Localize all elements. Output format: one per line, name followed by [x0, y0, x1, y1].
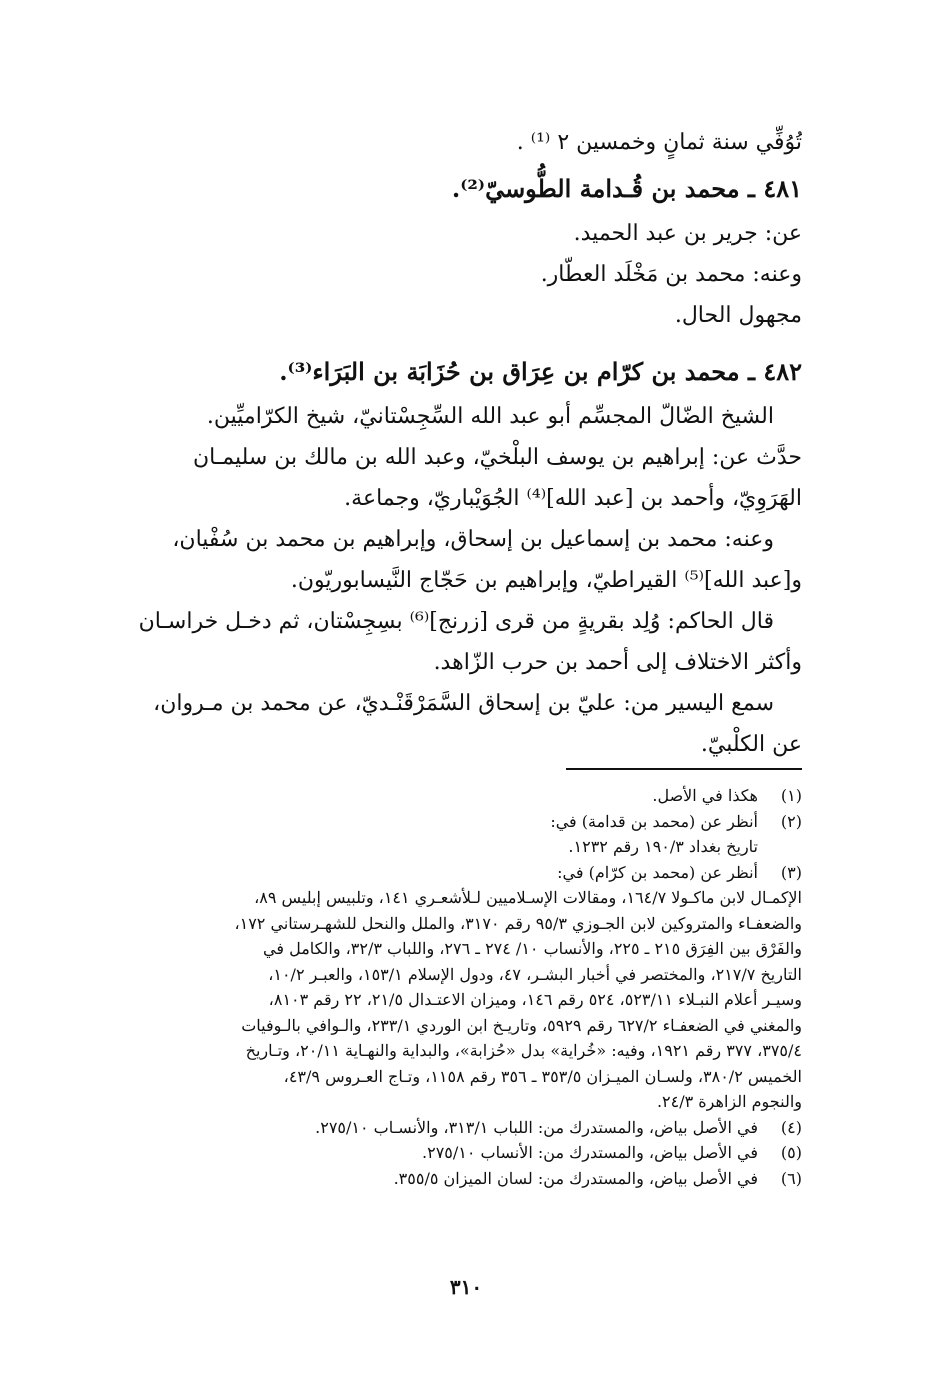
footnote-line: والفَرْق بين الفِرَق ٢١٥ ـ ٢٢٥، والأنساب ١٠/ ٢٧٤ ـ ٢٧٦، واللباب ٣٢/٣، والكامل في — [263, 939, 802, 958]
text-line: حدَّث عن: إبراهيم بن يوسف البلْخيّ، وعبد الله بن مالك بن سليمـان — [192, 445, 802, 470]
footnote-body — [112, 783, 758, 809]
footnote-body — [112, 809, 758, 860]
footnote — [112, 783, 802, 809]
footnote — [112, 809, 802, 860]
text-line: وعنه: محمد بن مَخْلَد العطّار. — [540, 262, 802, 287]
footnote-number: (١) — [780, 786, 802, 805]
footnote-body — [112, 1115, 758, 1141]
page-number: ٣١٠ — [449, 1275, 483, 1299]
footnote-line: في الأصل بياض، والمستدرك من: اللباب ٣١٣/١، والأنسـاب ٢٧٥/١٠. — [315, 1117, 758, 1137]
footnote — [112, 1166, 802, 1192]
footnote-line: والنجوم الزاهرة ٢٤/٣. — [656, 1092, 802, 1111]
footnote-number: (٤) — [780, 1117, 802, 1137]
text-line: و[عبد الله]⁽⁵⁾ القيراطيّ، وإبراهيم بن حَجّاج النَّيسابوريّون. — [290, 568, 802, 593]
footnote-body — [112, 1166, 758, 1192]
text-line: مجهول الحال. — [674, 303, 802, 328]
footnote-line: هكذا في الأصل. — [652, 786, 758, 805]
text-line: قال الحاكم: وُلِد بقريةٍ من قرى [زرنج]⁽⁶⁾ بسِجِسْتان، ثم دخـل خراسـان — [138, 609, 774, 634]
footnote-number: (٢) — [780, 811, 802, 831]
entry-482-title: ٤٨٢ ـ محمد بن كرّام بن عِرَاق بن حُزَابَة بن البَرَاء⁽³⁾. — [279, 357, 802, 386]
footnote-divider — [566, 768, 802, 770]
footnote — [112, 1115, 802, 1141]
text-line: سمع اليسير من: عليّ بن إسحاق السَّمَرْقَنْـديّ، عن محمد بن مـروان، — [153, 691, 774, 716]
footnote-body — [112, 860, 802, 1115]
footnote — [112, 1140, 802, 1166]
spacer — [122, 336, 802, 346]
text-line: وعنه: محمد بن إسماعيل بن إسحاق، وإبراهيم بن محمد بن سُفْيان، — [172, 527, 774, 552]
text-line: تُوُفِّي سنة ثمانٍ وخمسين ٢ ⁽¹⁾ . — [516, 130, 802, 155]
footnote — [112, 860, 802, 1115]
footnote-line: الإكمـال لابن ماكـولا ١٦٤/٧، ومقالات الإسـلاميين لـلأشعـري ١٤١، وتلبيس إبليس ٨٩، — [254, 888, 802, 907]
footnote-line: أنظر عن (محمد بن كرّام) في: — [557, 862, 758, 882]
text-line: الهَرَوِيّ، وأحمد بن [عبد الله]⁽⁴⁾ الجُوَيْباريّ، وجماعة. — [344, 486, 802, 511]
footnote-body — [112, 1140, 758, 1166]
footnote-line: الخميس ٣٨٠/٢، ولسـان الميـزان ٣٥٣/٥ ـ ٣٥٦ رقم ١١٥٨، وتـاج العـروس ٤٣/٩، — [283, 1066, 802, 1086]
footnote-line: تاريخ بغداد ١٩٠/٣ رقم ١٢٣٢. — [568, 837, 758, 856]
footnote-number: (٥) — [780, 1143, 802, 1162]
footnote-line: والضعفـاء والمتروكين لابن الجـوزي ٩٥/٣ رقم ٣١٧٠، والملل والنحل للشهـرستاني ١٧٢، — [234, 913, 802, 933]
text-line: وأكثر الاختلاف إلى أحمد بن حرب الزّاهد. — [433, 650, 802, 675]
footnote-line: في الأصل بياض، والمستدرك من: الأنساب ٢٧٥/١٠. — [422, 1143, 758, 1162]
text-line: عن: جرير بن عبد الحميد. — [573, 221, 802, 246]
text-line: الشيخ الضّالّ المجسِّم أبو عبد الله السِّجِسْتانيّ، شيخ الكرّاميِّين. — [206, 404, 774, 429]
footnote-number: (٣) — [780, 862, 802, 882]
footnote-line: وسيـر أعلام النبـلاء ٥٢٣/١١، ٥٢٤ رقم ١٤٦، وميزان الاعتـدال ٢١/٥، ٢٢ رقم ٨١٠٣، — [268, 990, 802, 1009]
footnote-line: أنظر عن (محمد بن قدامة) في: — [550, 811, 758, 831]
entry-481-title: ٤٨١ ـ محمد بن قُـدامة الطُّوسيّ⁽²⁾. — [451, 174, 802, 203]
footnote-line: والمغني في الضعفـاء ٦٢٧/٢ رقم ٥٩٢٩، وتاريـخ ابن الوردي ٢٣٣/١، والـوافي بالـوفيات — [241, 1015, 802, 1035]
footnote-number: (٦) — [780, 1168, 802, 1188]
footnote-line: ٣٧٥/٤، ٣٧٧ رقم ١٩٢١، وفيه: «خُراية» بدل «حُزابة»، والبداية والنهـاية ٢٠/١١، وتـاريخ — [245, 1041, 802, 1060]
footnote-line: التاريخ ٢١٧/٧، والمختصر في أخبار البشـر، ٤٧، ودول الإسلام ١٥٣/١، والعبـر ١٠/٢، — [268, 964, 802, 984]
text-line: عن الكلْبيّ. — [700, 732, 802, 757]
footnotes — [112, 783, 802, 1191]
main-text — [122, 122, 802, 765]
footnote-line: في الأصل بياض، والمستدرك من: لسان الميزان ٣٥٥/٥. — [393, 1168, 758, 1188]
